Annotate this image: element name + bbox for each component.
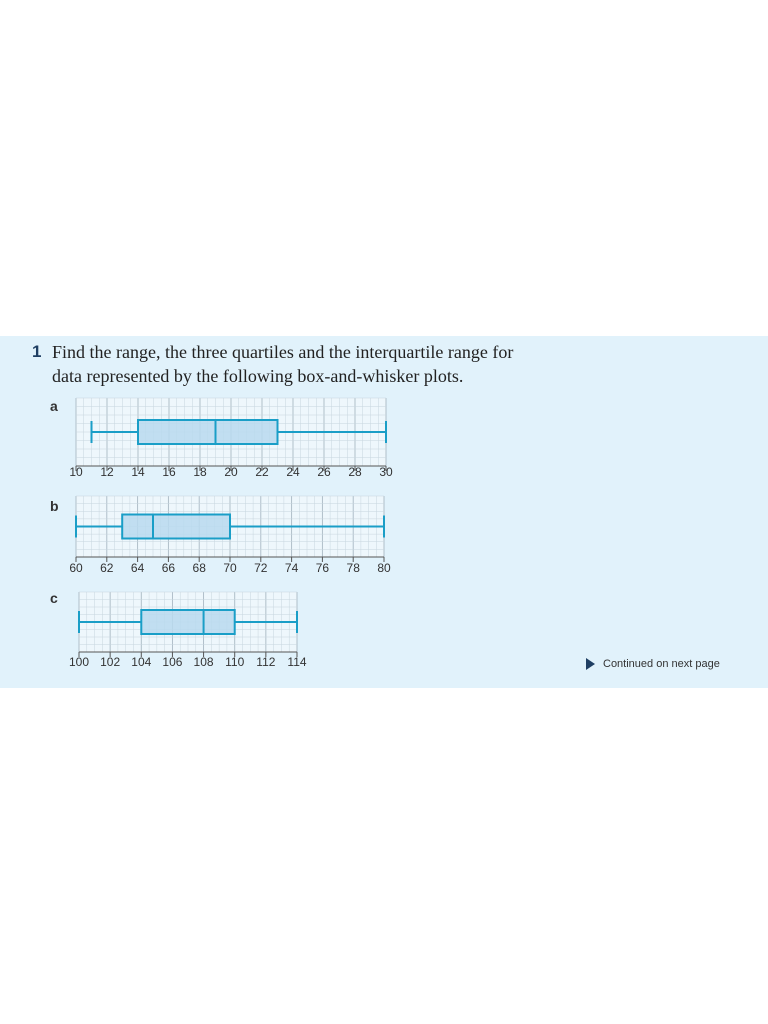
plot-c-tick-label: 100 [68,655,90,669]
play-arrow-icon [586,658,595,670]
plot-a-tick-label: 16 [162,465,176,479]
plot-c-tick-label: 112 [256,655,276,669]
plot-b-tick-label: 72 [254,561,268,575]
question-text-line-2: data represented by the following box-and-whisker plots. [52,366,464,386]
plot-c-tick-label: 110 [225,655,245,669]
plot-a-tick-label: 30 [379,465,393,479]
plot-a-tick-label: 18 [193,465,207,479]
plot-c-tick-label: 102 [100,655,121,669]
plot-b-tick-label: 60 [69,561,83,575]
plot-b-box [122,515,230,539]
part-label-a: a [50,398,58,414]
plot-a-box [138,420,278,444]
plot-b-tick-label: 70 [223,561,237,575]
plot-a-tick-label: 28 [348,465,362,479]
plot-c-tick-label: 108 [193,655,214,669]
plot-b-tick-label: 62 [100,561,114,575]
plot-c-tick-label: 106 [162,655,183,669]
plot-b-tick-label: 64 [130,561,145,575]
plot-a-tick-label: 14 [131,465,145,479]
part-label-b: b [50,498,59,514]
question-panel [0,336,768,688]
plot-b-tick-label: 80 [377,561,391,575]
plot-b-tick-label: 76 [315,561,330,575]
question-number: 1 [32,342,42,361]
plot-a-tick-label: 12 [100,465,114,479]
continued-text: Continued on next page [603,658,720,670]
plot-a-tick-label: 24 [286,465,300,479]
plot-c-box [141,610,234,634]
plot-a-tick-label: 20 [224,465,238,479]
question-text-line-1: Find the range, the three quartiles and the interquartile range for [52,342,514,362]
part-label-c: c [50,590,58,606]
plot-b-tick-label: 74 [284,561,299,575]
box-plot-a [0,336,768,688]
continued-note [586,658,720,670]
plot-b-tick-label: 68 [192,561,206,575]
plot-a-tick-label: 10 [69,465,83,479]
plot-b-tick-label: 78 [346,561,360,575]
plot-c-tick-label: 104 [131,655,152,669]
plot-b-tick-label: 66 [161,561,176,575]
plot-a-tick-label: 26 [317,465,331,479]
plot-c-tick-label: 114 [287,655,307,669]
plot-a-tick-label: 22 [255,465,269,479]
